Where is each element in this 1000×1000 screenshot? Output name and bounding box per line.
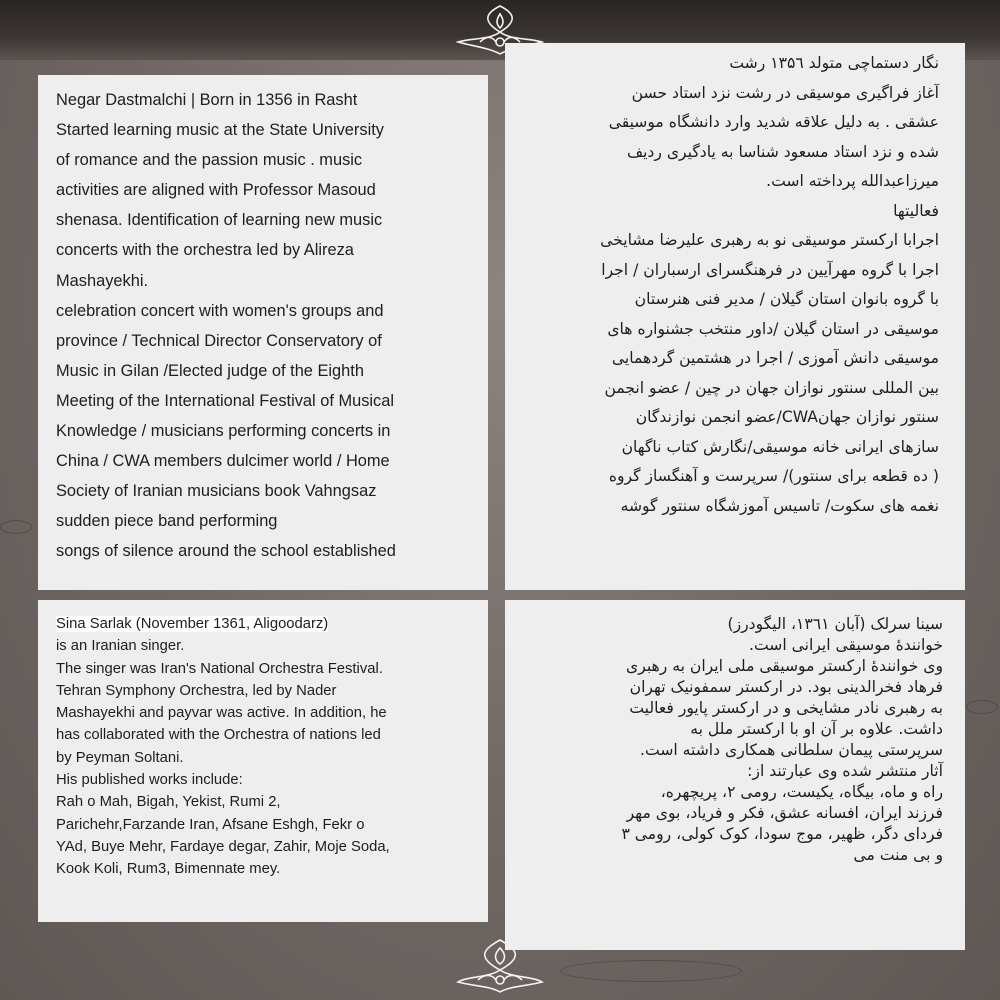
bio-line: موسیقی دانش آموزی / اجرا در هشتمین گردهمایی (611, 349, 939, 367)
bio-line: وی خوانندهٔ ارکستر موسیقی ملی ایران به رهبری (626, 657, 943, 675)
bio-line: به رهبری نادر مشایخی و در ارکستر پایور فعالیت (629, 699, 943, 717)
bio-line: داشت. علاوه بر آن او با ارکستر ملل به (690, 720, 943, 738)
bio-line: Kook Koli, Rum3, Bimennate mey. (56, 861, 281, 878)
bio-line: میرزاعبدالله پرداخته است. (766, 172, 939, 190)
bio-line: Tehran Symphony Orchestra, led by Nader (56, 682, 337, 699)
bio-line: shenasa. Identification of learning new music (56, 211, 383, 230)
bio-line: سنتور نوازان جهانCWA/عضو انجمن نوازندگان (635, 408, 939, 426)
bio-line: Mashayekhi and payvar was active. In addition, he (56, 705, 387, 722)
bio-line: Started learning music at the State University (56, 121, 384, 140)
water-ripple (966, 700, 998, 714)
bio-line: نغمه های سکوت/ تاسیس آموزشگاه سنتور گوشه (620, 496, 939, 515)
bio-line: فردای دگر، ظهیر، موج سودا، کوک کولی، رومی ۳ (621, 825, 943, 843)
bio-line: province / Technical Director Conservatory of (56, 331, 382, 350)
bio-heading: سینا سرلک (آبان ۱۳٦۱، الیگودرز) (727, 615, 943, 633)
bio-line: Society of Iranian musicians book Vahngsaz (56, 482, 377, 501)
bio-line: His published works include: (56, 772, 243, 789)
bio-line: فرهاد فخرالدینی بود. در ارکستر سمفونیک تهران (629, 678, 943, 696)
bio-line: of romance and the passion music . music (56, 151, 363, 170)
bio-line: songs of silence around the school established (56, 542, 396, 561)
bio-heading: Sina Sarlak (November 1361, Aligoodarz) (56, 616, 329, 632)
bio-line: Mashayekhi. (56, 271, 149, 290)
bio-line: آثار منتشر شده وی عبارتند از: (747, 762, 943, 780)
bio-line: has collaborated with the Orchestra of nations led (56, 727, 381, 744)
bio-line: ( ده قطعه برای سنتور)/ سرپرست و آهنگساز گروه (608, 467, 939, 485)
bio-line: راه و ماه، بیگاه، یکیست، رومی ۲، پریچهره، (660, 783, 943, 801)
persian-bio-sina-panel (505, 600, 965, 950)
bio-heading: Negar Dastmalchi | Born in 1356 in Rasht (56, 91, 358, 109)
bio-line: activities are aligned with Professor Masoud (56, 181, 376, 200)
bio-line: فعالیتها (893, 201, 939, 220)
bio-line: Music in Gilan /Elected judge of the Eighth (56, 361, 364, 380)
bio-line: خوانندهٔ موسیقی ایرانی است. (749, 636, 943, 654)
bio-line: sudden piece band performing (56, 512, 278, 531)
bio-line: و بی منت می (853, 846, 943, 864)
bio-line: اجرا با گروه مهرآیین در فرهنگسرای ارسباران / اجرا (601, 260, 939, 279)
bio-line: اجرابا ارکستر موسیقی نو به رهبری علیرضا مشایخی (600, 231, 939, 249)
bio-heading: نگار دستماچی متولد ۱۳۵٦ رشت (729, 54, 939, 72)
bio-line: Parichehr,Farzande Iran, Afsane Eshgh, Fekr o (56, 816, 365, 833)
bio-line: سرپرستی پیمان سلطانی همکاری داشته است. (640, 741, 943, 759)
bio-line: is an Iranian singer. (56, 638, 185, 655)
english-bio-sina-panel (38, 600, 488, 922)
bio-line: Meeting of the International Festival of Musical (56, 391, 395, 410)
bio-line: by Peyman Soltani. (56, 749, 184, 766)
bio-line: concerts with the orchestra led by Alireza (56, 241, 354, 260)
bio-line: بین المللی سنتور نوازان جهان در چین / عضو انجمن (604, 378, 939, 397)
water-ripple (0, 520, 32, 534)
water-ripple (560, 960, 742, 982)
bio-line: The singer was Iran's National Orchestra Festival. (56, 660, 383, 677)
bio-line: موسیقی در استان گیلان /داور منتخب جشنواره های (607, 319, 939, 338)
bio-line: Knowledge / musicians performing concerts in (56, 422, 391, 441)
bio-line: China / CWA members dulcimer world / Home (56, 452, 390, 471)
bio-line: celebration concert with women's groups and (56, 301, 384, 320)
bio-line: فرزند ایران، افسانه عشق، فکر و فریاد، بوی مهر (626, 804, 943, 822)
bio-line: YAd, Buye Mehr, Fardaye degar, Zahir, Moje Soda, (56, 838, 390, 855)
bio-line: آغاز فراگیری موسیقی در رشت نزد استاد حسن (631, 83, 939, 102)
bio-line: سازهای ایرانی خانه موسیقی/نگارش کتاب ناگهان (621, 437, 939, 456)
bio-line: عشقی . به دلیل علاقه شدید وارد دانشگاه موسیقی (608, 113, 939, 131)
bio-line: با گروه بانوان استان گیلان / مدیر فنی هنرستان (634, 290, 939, 308)
bio-line: Rah o Mah, Bigah, Yekist, Rumi 2, (56, 794, 281, 811)
bio-line: شده و نزد استاد مسعود شناسا به یادگیری ردیف (626, 142, 939, 161)
persian-bio-negar-panel (505, 43, 965, 590)
english-bio-negar-panel (38, 75, 488, 590)
